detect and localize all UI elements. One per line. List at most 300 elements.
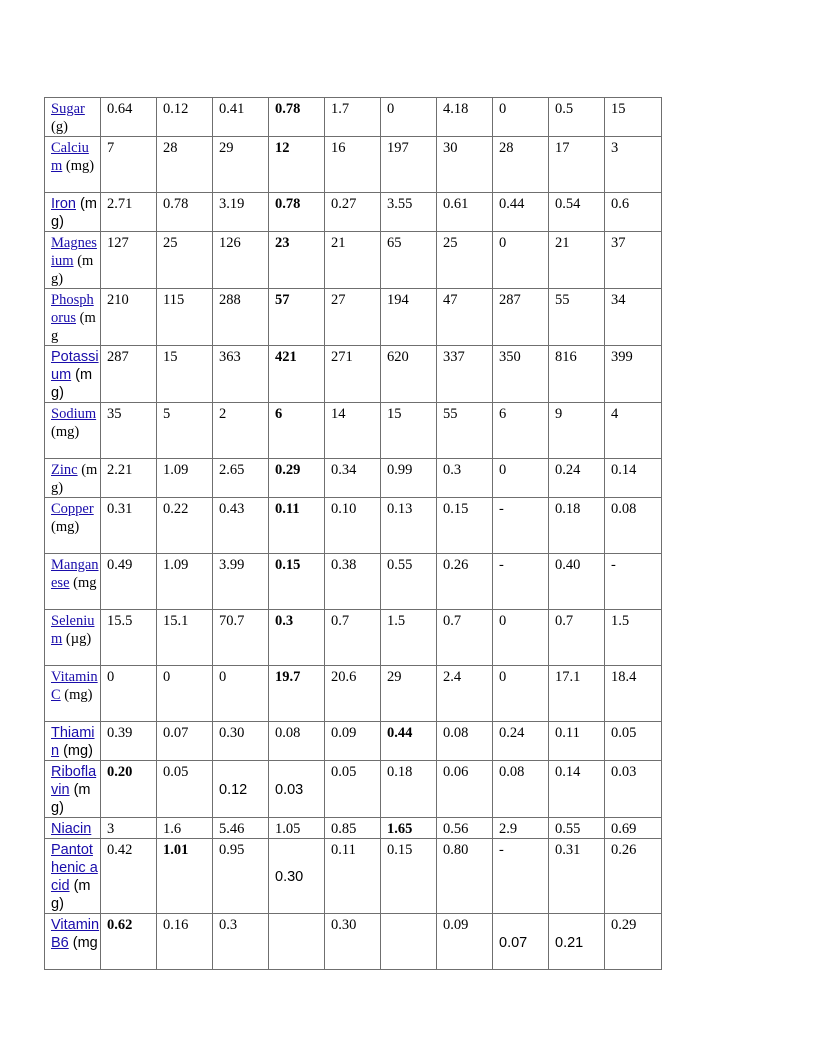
cell-value: 0.21 — [555, 935, 584, 951]
cell-value: 0.78 — [275, 101, 301, 117]
table-row — [45, 137, 662, 193]
nutrient-unit: (mg — [51, 310, 96, 344]
table-cell — [101, 403, 157, 459]
cell-value: 0.3 — [219, 917, 238, 933]
table-cell — [381, 193, 437, 232]
cell-value: 0.29 — [275, 462, 301, 478]
table-cell — [381, 137, 437, 193]
cell-value: 0.12 — [219, 782, 248, 798]
nutrient-unit: (mg) — [51, 878, 91, 912]
table-cell — [325, 346, 381, 403]
table-cell — [437, 914, 493, 970]
cell-value: 0.5 — [555, 101, 574, 117]
cell-value: 0.34 — [331, 462, 357, 478]
table-cell — [325, 98, 381, 137]
nutrient-label-cell — [45, 610, 101, 666]
table-cell — [381, 346, 437, 403]
table-row — [45, 818, 662, 839]
cell-value: 0 — [499, 101, 507, 117]
cell-value: 0.78 — [275, 196, 301, 212]
table-cell — [101, 346, 157, 403]
table-cell — [325, 193, 381, 232]
nutrient-name-link[interactable]: Vitamin B6 — [51, 917, 100, 951]
table-cell — [101, 722, 157, 761]
nutrient-label-cell — [45, 346, 101, 403]
table-cell — [157, 554, 213, 610]
table-cell — [437, 554, 493, 610]
cell-value: 0.31 — [107, 501, 133, 517]
table-cell — [101, 137, 157, 193]
table-cell — [381, 98, 437, 137]
nutrient-name-link[interactable]: Calcium — [51, 140, 89, 174]
cell-value: 287 — [107, 349, 129, 365]
nutrient-label-cell — [45, 98, 101, 137]
table-cell — [549, 914, 605, 970]
table-cell — [437, 666, 493, 722]
cell-value: 0.41 — [219, 101, 245, 117]
table-cell — [269, 839, 325, 914]
table-cell — [605, 554, 662, 610]
table-cell — [493, 137, 549, 193]
nutrient-label-cell — [45, 459, 101, 498]
cell-value: 0.95 — [219, 842, 245, 858]
table-cell — [605, 914, 662, 970]
table-cell — [605, 722, 662, 761]
table-cell — [157, 818, 213, 839]
table-cell — [381, 498, 437, 554]
nutrient-label-cell — [45, 818, 101, 839]
nutrient-label-cell — [45, 289, 101, 346]
cell-value: 15 — [611, 101, 626, 117]
cell-value: 34 — [611, 292, 626, 308]
table-cell — [493, 761, 549, 818]
cell-value: 15.1 — [163, 613, 189, 629]
table-cell — [605, 232, 662, 289]
table-cell — [493, 193, 549, 232]
nutrient-name-link[interactable]: Iron — [51, 196, 76, 212]
nutrient-label-cell — [45, 403, 101, 459]
table-cell — [325, 666, 381, 722]
table-row — [45, 839, 662, 914]
table-cell — [213, 459, 269, 498]
table-cell — [325, 761, 381, 818]
table-cell — [493, 666, 549, 722]
cell-value: 70.7 — [219, 613, 245, 629]
table-cell — [605, 818, 662, 839]
table-cell — [157, 232, 213, 289]
table-row — [45, 346, 662, 403]
table-cell — [269, 610, 325, 666]
table-cell — [437, 498, 493, 554]
cell-value: 1.65 — [387, 821, 413, 837]
cell-value: 9 — [555, 406, 563, 422]
nutrient-label-cell — [45, 232, 101, 289]
cell-value: 0 — [499, 462, 507, 478]
cell-value: 0.09 — [331, 725, 357, 741]
cell-value: 2.9 — [499, 821, 518, 837]
cell-value: 47 — [443, 292, 458, 308]
nutrient-label-cell — [45, 193, 101, 232]
table-cell — [213, 666, 269, 722]
cell-value: 0.03 — [275, 782, 304, 798]
table-row — [45, 98, 662, 137]
cell-value: 0.24 — [555, 462, 581, 478]
table-cell — [493, 232, 549, 289]
table-cell — [325, 914, 381, 970]
nutrient-unit: (mg) — [59, 743, 93, 759]
nutrient-label-cell — [45, 761, 101, 818]
cell-value: 0.15 — [443, 501, 469, 517]
nutrient-name-link[interactable]: Riboflavin — [51, 764, 97, 798]
nutrient-unit: (mg) — [51, 462, 98, 496]
nutrient-name-link[interactable]: Zinc — [51, 462, 78, 478]
cell-value: 421 — [275, 349, 297, 365]
table-row — [45, 403, 662, 459]
table-cell — [381, 403, 437, 459]
cell-value: 288 — [219, 292, 241, 308]
table-cell — [381, 839, 437, 914]
cell-value: 0.7 — [443, 613, 462, 629]
table-cell — [213, 610, 269, 666]
cell-value: 197 — [387, 140, 409, 156]
nutrient-name-link[interactable]: Sugar — [51, 101, 85, 117]
cell-value: 0 — [107, 669, 115, 685]
cell-value: 0.22 — [163, 501, 189, 517]
cell-value: 0.07 — [499, 935, 528, 951]
table-cell — [269, 289, 325, 346]
cell-value: 27 — [331, 292, 346, 308]
table-cell — [101, 914, 157, 970]
table-cell — [437, 403, 493, 459]
cell-value: 0.05 — [163, 764, 189, 780]
nutrient-unit: (mg) — [60, 687, 93, 703]
cell-value: 0.40 — [555, 557, 581, 573]
cell-value: 0 — [499, 235, 507, 251]
cell-value: - — [499, 501, 504, 517]
nutrient-table — [44, 97, 662, 970]
cell-value: 0.05 — [331, 764, 357, 780]
table-cell — [381, 554, 437, 610]
cell-value: 287 — [499, 292, 521, 308]
cell-value: 29 — [387, 669, 402, 685]
cell-value: 0.44 — [499, 196, 525, 212]
cell-value: 0.12 — [163, 101, 189, 117]
table-cell — [549, 459, 605, 498]
table-cell — [381, 722, 437, 761]
table-cell — [101, 498, 157, 554]
cell-value: 25 — [443, 235, 458, 251]
cell-value: 23 — [275, 235, 290, 251]
table-cell — [213, 193, 269, 232]
cell-value: 2.71 — [107, 196, 133, 212]
table-cell — [213, 914, 269, 970]
cell-value: 15 — [387, 406, 402, 422]
cell-value: 0.27 — [331, 196, 357, 212]
cell-value: 0.30 — [275, 869, 304, 885]
cell-value: 399 — [611, 349, 633, 365]
table-cell — [157, 137, 213, 193]
cell-value: 0 — [499, 669, 507, 685]
table-cell — [101, 98, 157, 137]
table-cell — [157, 761, 213, 818]
cell-value: 0.55 — [387, 557, 413, 573]
cell-value: 21 — [555, 235, 570, 251]
table-cell — [157, 666, 213, 722]
table-cell — [381, 818, 437, 839]
cell-value: 0.30 — [331, 917, 357, 933]
table-cell — [493, 914, 549, 970]
cell-value: - — [611, 557, 616, 573]
table-cell — [269, 193, 325, 232]
table-cell — [269, 232, 325, 289]
cell-value: 0.18 — [555, 501, 581, 517]
table-cell — [213, 722, 269, 761]
nutrient-label-cell — [45, 914, 101, 970]
cell-value: 0.08 — [443, 725, 469, 741]
table-cell — [325, 839, 381, 914]
nutrient-name-link[interactable]: Selenium — [51, 613, 95, 647]
table-cell — [269, 498, 325, 554]
cell-value: 5 — [163, 406, 171, 422]
cell-value: 0.39 — [107, 725, 133, 741]
table-cell — [437, 137, 493, 193]
table-row — [45, 232, 662, 289]
table-cell — [157, 289, 213, 346]
table-cell — [157, 459, 213, 498]
table-row — [45, 914, 662, 970]
table-cell — [101, 232, 157, 289]
table-cell — [605, 666, 662, 722]
table-cell — [549, 346, 605, 403]
nutrient-label-cell — [45, 839, 101, 914]
cell-value: 0 — [163, 669, 171, 685]
cell-value: 12 — [275, 140, 290, 156]
cell-value: 0.7 — [555, 613, 574, 629]
table-cell — [493, 403, 549, 459]
table-cell — [381, 666, 437, 722]
cell-value: 0.13 — [387, 501, 413, 517]
cell-value: 350 — [499, 349, 521, 365]
cell-value: 0.15 — [387, 842, 413, 858]
table-cell — [101, 289, 157, 346]
table-cell — [101, 554, 157, 610]
cell-value: 15.5 — [107, 613, 133, 629]
table-cell — [381, 289, 437, 346]
nutrient-unit: (µg) — [62, 631, 92, 647]
cell-value: 0.08 — [499, 764, 525, 780]
cell-value: 15 — [163, 349, 178, 365]
cell-value: 20.6 — [331, 669, 357, 685]
table-cell — [157, 193, 213, 232]
cell-value: 4 — [611, 406, 619, 422]
cell-value: 30 — [443, 140, 458, 156]
table-cell — [549, 818, 605, 839]
cell-value: 0.69 — [611, 821, 637, 837]
table-cell — [269, 761, 325, 818]
table-cell — [269, 554, 325, 610]
cell-value: 0.3 — [443, 462, 462, 478]
table-cell — [157, 498, 213, 554]
table-cell — [101, 459, 157, 498]
table-cell — [549, 554, 605, 610]
nutrient-name-link[interactable]: Sodium — [51, 406, 97, 422]
cell-value: 55 — [555, 292, 570, 308]
cell-value: 17 — [555, 140, 570, 156]
table-cell — [549, 498, 605, 554]
table-cell — [157, 98, 213, 137]
table-cell — [605, 610, 662, 666]
nutrient-name-link[interactable]: Pantothenic acid — [51, 842, 98, 894]
cell-value: 0.42 — [107, 842, 133, 858]
table-cell — [213, 403, 269, 459]
table-row — [45, 554, 662, 610]
table-cell — [549, 610, 605, 666]
cell-value: 0.3 — [275, 613, 294, 629]
cell-value: 1.09 — [163, 462, 189, 478]
table-cell — [437, 193, 493, 232]
table-cell — [605, 403, 662, 459]
cell-value: 115 — [163, 292, 185, 308]
table-row — [45, 722, 662, 761]
cell-value: 0.06 — [443, 764, 469, 780]
nutrient-name-link[interactable]: Potassium — [51, 349, 99, 383]
cell-value: 57 — [275, 292, 290, 308]
nutrient-unit: (mg — [68, 935, 98, 951]
table-cell — [605, 839, 662, 914]
table-cell — [269, 459, 325, 498]
cell-value: 0.44 — [387, 725, 413, 741]
table-cell — [381, 761, 437, 818]
cell-value: 2.4 — [443, 669, 462, 685]
nutrient-unit: (mg) — [51, 782, 91, 816]
nutrient-unit: (mg) — [51, 196, 97, 230]
cell-value: 0.16 — [163, 917, 189, 933]
cell-value: 19.7 — [275, 669, 301, 685]
nutrient-unit: (mg) — [51, 424, 80, 440]
cell-value: - — [499, 842, 504, 858]
table-cell — [549, 839, 605, 914]
cell-value: 65 — [387, 235, 402, 251]
cell-value: 0.11 — [275, 501, 300, 517]
table-cell — [101, 666, 157, 722]
cell-value: 29 — [219, 140, 234, 156]
cell-value: 21 — [331, 235, 346, 251]
table-cell — [437, 289, 493, 346]
table-cell — [325, 498, 381, 554]
nutrient-name-link[interactable]: Niacin — [51, 821, 92, 837]
cell-value: 0.43 — [219, 501, 245, 517]
table-cell — [549, 98, 605, 137]
table-cell — [213, 498, 269, 554]
cell-value: 0.09 — [443, 917, 469, 933]
cell-value: 816 — [555, 349, 577, 365]
cell-value: 620 — [387, 349, 409, 365]
cell-value: 3 — [611, 140, 619, 156]
table-cell — [549, 403, 605, 459]
table-cell — [493, 98, 549, 137]
cell-value: 0.7 — [331, 613, 350, 629]
table-cell — [493, 459, 549, 498]
nutrient-name-link[interactable]: Phosphorus — [51, 292, 94, 326]
nutrient-name-link[interactable]: Vitamin C — [51, 669, 98, 703]
table-cell — [549, 666, 605, 722]
cell-value: 3 — [107, 821, 115, 837]
cell-value: 7 — [107, 140, 115, 156]
table-cell — [437, 839, 493, 914]
table-cell — [493, 289, 549, 346]
table-cell — [605, 459, 662, 498]
cell-value: 0.49 — [107, 557, 133, 573]
cell-value: 3.55 — [387, 196, 413, 212]
cell-value: 2.65 — [219, 462, 245, 478]
cell-value: 337 — [443, 349, 465, 365]
table-cell — [325, 610, 381, 666]
table-cell — [493, 722, 549, 761]
table-cell — [157, 839, 213, 914]
cell-value: 1.7 — [331, 101, 350, 117]
nutrient-name-link[interactable]: Manganese — [51, 557, 99, 591]
cell-value: 1.01 — [163, 842, 189, 858]
nutrient-name-link[interactable]: Magnesium — [51, 235, 97, 269]
table-cell — [269, 403, 325, 459]
cell-value: 16 — [331, 140, 346, 156]
cell-value: 6 — [275, 406, 283, 422]
table-cell — [101, 761, 157, 818]
table-cell — [325, 289, 381, 346]
table-cell — [549, 232, 605, 289]
cell-value: 17.1 — [555, 669, 581, 685]
cell-value: 0.10 — [331, 501, 357, 517]
table-cell — [437, 459, 493, 498]
nutrient-label-cell — [45, 722, 101, 761]
table-cell — [437, 98, 493, 137]
table-cell — [269, 98, 325, 137]
cell-value: 0.03 — [611, 764, 637, 780]
cell-value: 0.14 — [555, 764, 581, 780]
table-cell — [101, 610, 157, 666]
nutrient-table-body — [45, 98, 662, 970]
table-cell — [605, 498, 662, 554]
table-cell — [213, 98, 269, 137]
nutrient-unit: (mg) — [51, 367, 93, 401]
nutrient-label-cell — [45, 554, 101, 610]
cell-value: 363 — [219, 349, 241, 365]
table-row — [45, 289, 662, 346]
table-cell — [605, 761, 662, 818]
table-cell — [101, 193, 157, 232]
table-cell — [493, 346, 549, 403]
nutrient-name-link[interactable]: Thiamin — [51, 725, 95, 759]
nutrient-name-link[interactable]: Copper — [51, 501, 94, 517]
table-row — [45, 761, 662, 818]
table-cell — [437, 346, 493, 403]
table-cell — [325, 232, 381, 289]
cell-value: 3.19 — [219, 196, 245, 212]
cell-value: 0.15 — [275, 557, 301, 573]
cell-value: 0.08 — [275, 725, 301, 741]
table-cell — [605, 137, 662, 193]
table-cell — [325, 403, 381, 459]
cell-value: 0.6 — [611, 196, 630, 212]
cell-value: 0.26 — [443, 557, 469, 573]
cell-value: 0.56 — [443, 821, 469, 837]
cell-value: 0.99 — [387, 462, 413, 478]
table-cell — [213, 346, 269, 403]
cell-value: 0.55 — [555, 821, 581, 837]
nutrient-unit: (mg) — [51, 253, 94, 287]
table-cell — [269, 818, 325, 839]
table-cell — [101, 818, 157, 839]
